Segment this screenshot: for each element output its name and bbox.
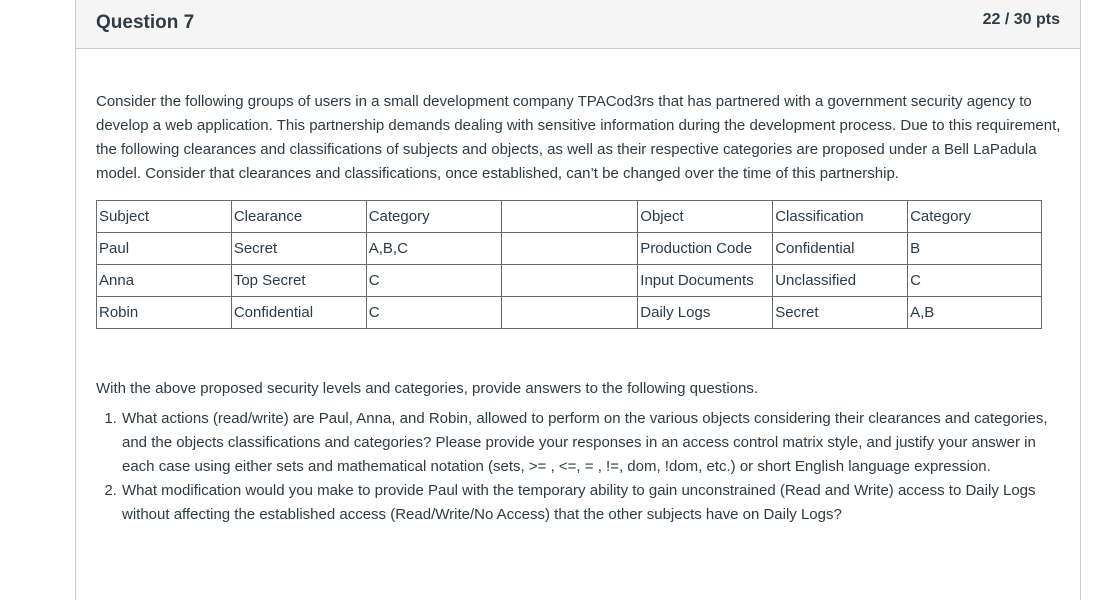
table-header-row	[97, 201, 1042, 233]
table-cell: Top Secret	[231, 265, 366, 297]
table-header-cell: Category	[908, 201, 1042, 233]
table-cell: A,B,C	[366, 233, 501, 265]
table-header-cell	[501, 201, 638, 233]
list-item: 2. What modification would you make to provide Paul with the temporary ability to gain unconstrained (Read and Write) access to Daily Logs without affecting the established access (Read/Write/No Access) that the other subjects have on Daily Logs?	[121, 479, 1066, 527]
question-header	[76, 0, 1080, 49]
question-title: Question 7	[96, 12, 195, 33]
table-header-cell: Classification	[773, 201, 908, 233]
table-cell: A,B	[908, 297, 1042, 329]
task-list	[96, 407, 1066, 527]
table-row	[97, 233, 1042, 265]
question-intro: Consider the following groups of users in a small development company TPACod3rs that has partnered with a government security agency to develop a web application. This partnership demands dealing with sensitive information during the development process. Due to this requirement, the following clearances and classifications of subjects and objects, as well as their respective categories are proposed under a Bell LaPadula model. Consider that clearances and classifications, once established, can’t be changed over the time of this partnership.	[96, 93, 1061, 182]
table-header-cell: Clearance	[231, 201, 366, 233]
question-prompt: With the above proposed security levels and categories, provide answers to the following questions.	[96, 380, 759, 397]
table-cell: C	[908, 265, 1042, 297]
table-row	[97, 297, 1042, 329]
table-cell: Unclassified	[773, 265, 908, 297]
table-cell: Robin	[97, 297, 232, 329]
table-cell: Input Documents	[638, 265, 773, 297]
table-cell: Secret	[773, 297, 908, 329]
table-cell: Secret	[231, 233, 366, 265]
table-header-cell: Object	[638, 201, 773, 233]
question-points: 22 / 30 pts	[982, 11, 1060, 28]
security-levels-table	[96, 200, 1042, 329]
table-cell	[501, 233, 638, 265]
table-row	[97, 265, 1042, 297]
list-item: 1. What actions (read/write) are Paul, Anna, and Robin, allowed to perform on the various objects considering their clearances and categories, and the objects classifications and categories? Please provide your responses in an access control matrix style, and justify your answer in each case using either sets and mathematical notation (sets, >= , <=, = , !=, dom, !dom, etc.) or short English language expression.	[121, 407, 1066, 479]
table-cell: Confidential	[773, 233, 908, 265]
table-cell: Daily Logs	[638, 297, 773, 329]
table-cell: C	[366, 265, 501, 297]
table-cell: Confidential	[231, 297, 366, 329]
table-cell	[501, 297, 638, 329]
question-body	[96, 90, 1066, 527]
table-cell: Paul	[97, 233, 232, 265]
table-header-cell: Subject	[97, 201, 232, 233]
table-header-cell: Category	[366, 201, 501, 233]
table-cell: B	[908, 233, 1042, 265]
table-cell: Anna	[97, 265, 232, 297]
table-cell	[501, 265, 638, 297]
question-card	[75, 0, 1081, 600]
table-cell: C	[366, 297, 501, 329]
table-cell: Production Code	[638, 233, 773, 265]
